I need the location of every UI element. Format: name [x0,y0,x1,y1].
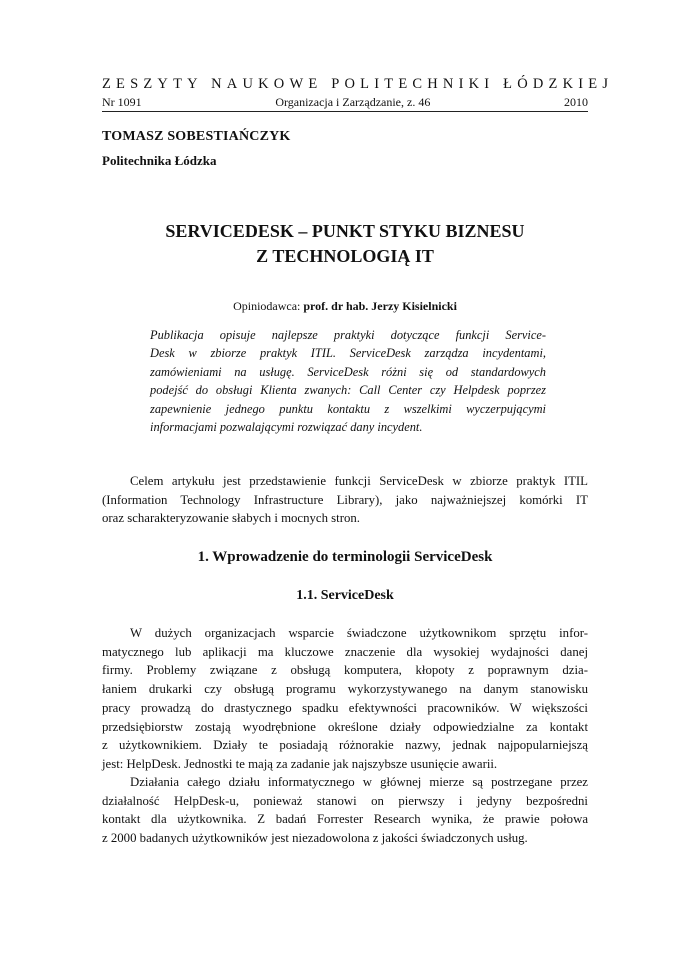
paragraph-line: oraz scharakteryzowanie słabych i mocnych stron. [102,511,360,526]
author-affiliation: Politechnika Łódzka [102,153,217,168]
abstract-line: informacjami pozwalającymi rozwiązać dany incydent. [150,420,423,435]
publication-year: 2010 [563,95,588,109]
paragraph-line: z użytkownikiem. Działy te posiadają różnorakie nazwy, jednak najpopularniejszą [102,738,588,753]
abstract-line: zamówieniami na usługę. ServiceDesk różni się od standardowych [150,364,546,379]
author-name: TOMASZ SOBESTIAŃCZYK [102,129,291,144]
title-line: Z TECHNOLOGIĄ IT [256,246,434,266]
paragraph-1 [102,624,588,774]
reviewer-line [102,299,588,314]
title-line: SERVICEDESK – PUNKT STYKU BIZNESU [165,221,525,241]
paragraph-line: matycznego lub aplikacji ma kluczowe znaczenie dla wysokiej wydajności danej [102,644,588,659]
paragraph-line: (Information Technology Infrastructure Library), jako najważniejszej komórki IT [102,492,588,507]
paragraph-line: kontakt dla użytkownika. Z badań Forrester Research wynika, że prawie połowa [102,812,588,827]
reviewer-name: prof. dr hab. Jerzy Kisielnicki [303,299,457,313]
paragraph-line: przedsiębiorstw zostają wyodrębnione określone działy odpowiedzialne za kontakt [102,719,588,734]
paragraph-line: Celem artykułu jest przedstawienie funkcji ServiceDesk w zbiorze praktyk ITIL [130,474,588,488]
paragraph-line: pracy prowadzą do drastycznego spadku efektywności pracowników. W większości [102,700,588,715]
abstract-line: Desk w zbiorze praktyk ITIL. ServiceDesk zarządza incydentami, [150,346,546,361]
paragraph-line: jest: HelpDesk. Jednostki te mają za zadanie jak najszybsze usunięcie awarii. [102,756,498,771]
paragraph-line: Działania całego działu informatycznego w głównej mierze są postrzegane przez [130,775,588,789]
paragraph-line: działalność HelpDesk-u, ponieważ stanowi on pierwszy i jedyny bezpośredni [102,793,588,808]
journal-meta-row [102,95,588,112]
abstract-line: Publikacja opisuje najlepsze praktyki dotyczące funkcji Service- [150,328,546,342]
paragraph-line: z 2000 badanych użytkowników jest niezadowolona z jakości świadczonych usług. [102,831,528,846]
paragraph-line: firmy. Problemy związane z obsługą komputera, kłopoty z poprawnym dzia- [102,663,588,678]
intro-paragraph [102,472,588,528]
abstract-line: zapewnienie jednego punktu kontaktu z wszelkimi wyczerpującymi [150,401,546,416]
article-title [102,219,588,269]
paragraph-line: łaniem drukarki czy obsługą programu wykorzystywanego na danym stanowisku [102,682,588,697]
paragraph-line: W dużych organizacjach wsparcie świadczone użytkownikom sprzętu infor- [130,626,588,640]
issue-number: Nr 1091 [102,95,142,109]
paragraph-2 [102,773,588,848]
reviewer-label: Opiniodawca: [233,299,304,313]
subsection-heading: 1.1. ServiceDesk [296,588,394,603]
journal-series: Organizacja i Zarządzanie, z. 46 [275,95,431,109]
abstract [150,326,546,436]
journal-name: ZESZYTY NAUKOWE POLITECHNIKI ŁÓDZKIEJ [102,76,614,92]
section-heading: 1. Wprowadzenie do terminologii ServiceDesk [197,549,493,565]
abstract-line: podejść do obsługi Klienta zwanych: Call Center czy Helpdesk poprzez [150,383,546,398]
